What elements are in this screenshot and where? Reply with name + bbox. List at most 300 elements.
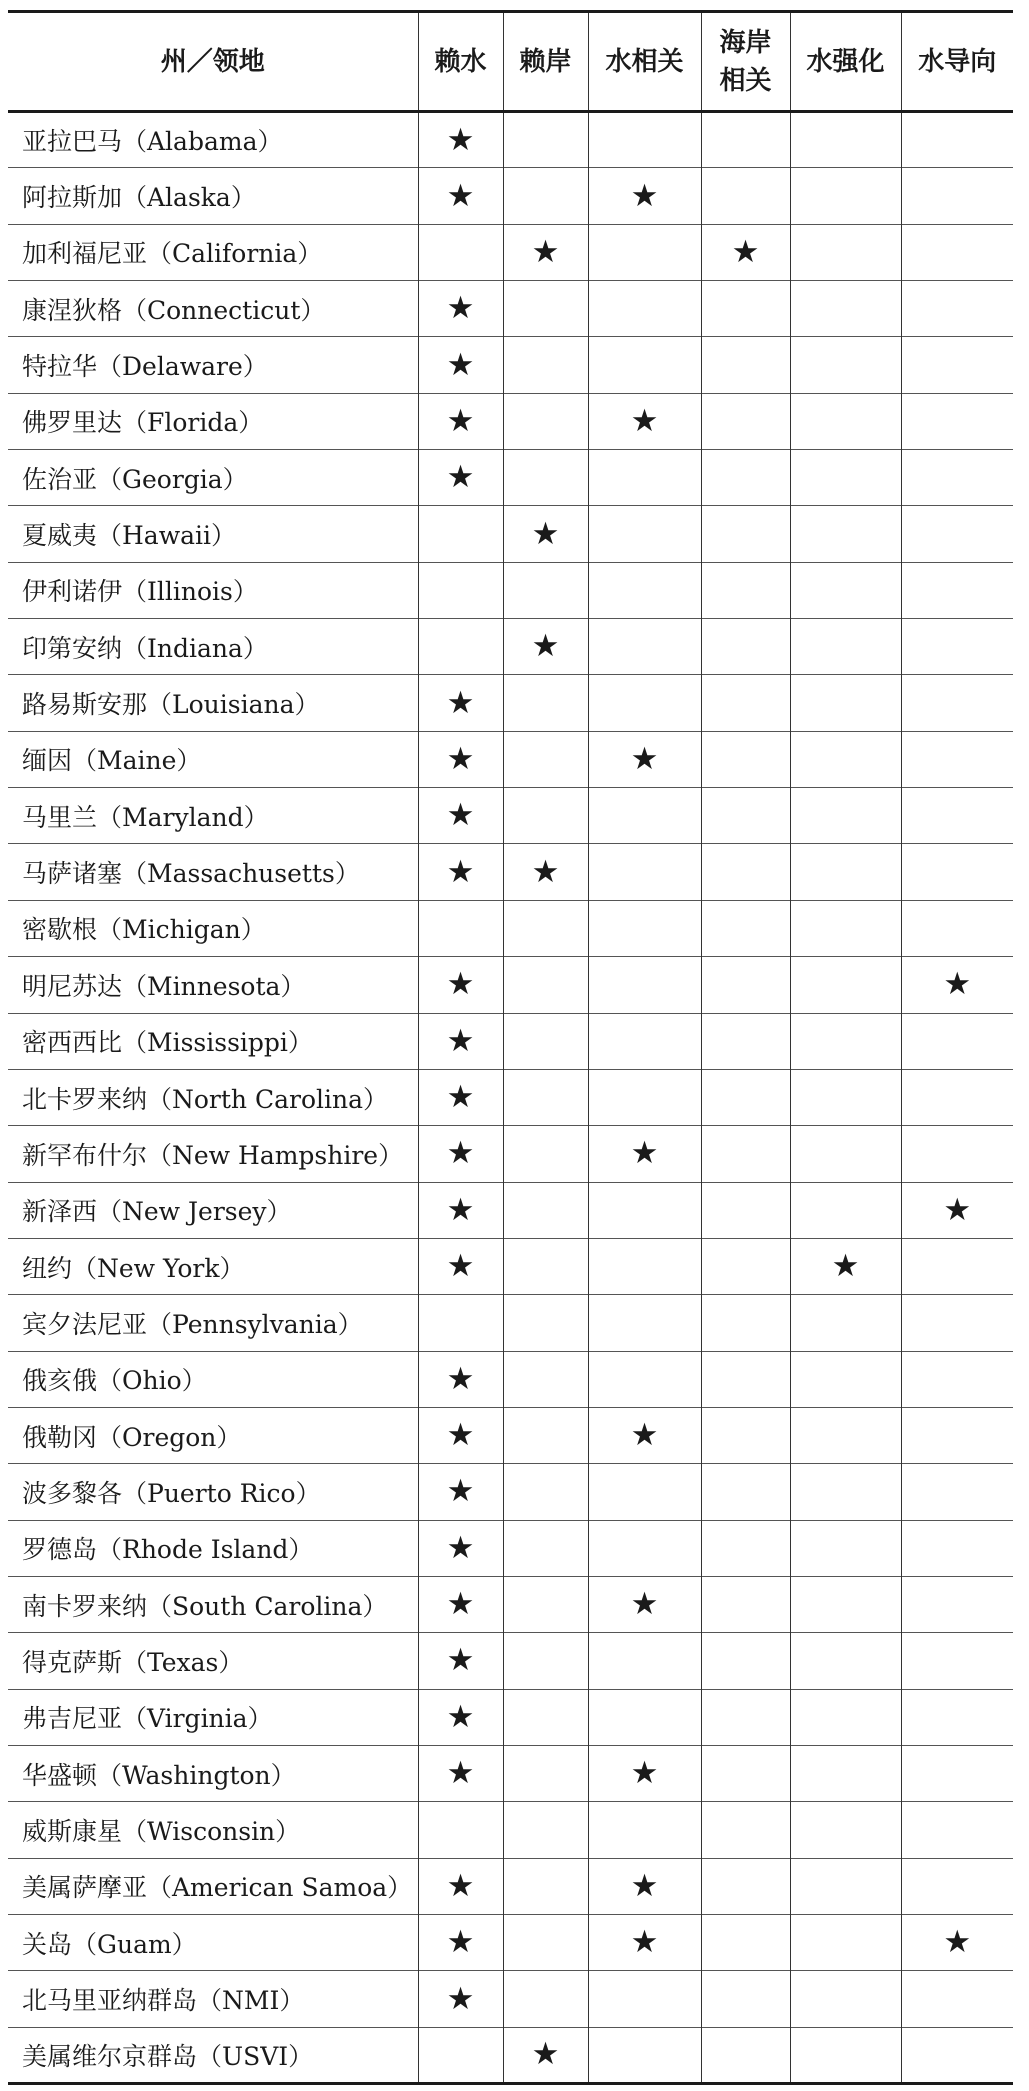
table-row <box>8 1971 1013 2027</box>
table-row <box>8 1238 1013 1294</box>
water-oriented-cell <box>901 337 1013 393</box>
water-related-cell <box>588 168 701 224</box>
state-name-cell: 波多黎各（Puerto Rico） <box>22 1478 321 1508</box>
water-oriented-cell <box>901 562 1013 618</box>
star-mark-icon: ★ <box>446 684 475 721</box>
water-related-cell <box>588 1407 701 1463</box>
star-mark-icon: ★ <box>446 1022 475 1059</box>
table-row <box>8 900 1013 956</box>
shore-dependent-cell <box>503 1464 588 1520</box>
state-name-cell: 佛罗里达（Florida） <box>22 408 264 438</box>
water-related-cell <box>588 224 701 280</box>
shore-dependent-cell <box>503 1407 588 1463</box>
water-oriented-cell <box>901 1633 1013 1689</box>
water-oriented-cell <box>901 1576 1013 1632</box>
water-dependent-cell <box>418 731 503 787</box>
coastal-related-cell <box>701 1689 790 1745</box>
state-name-cell: 弗吉尼亚（Virginia） <box>22 1704 273 1734</box>
water-enhanced-cell <box>790 337 901 393</box>
star-mark-icon: ★ <box>446 1867 475 1904</box>
state-name-cell: 华盛顿（Washington） <box>22 1760 296 1790</box>
star-mark-icon: ★ <box>446 1191 475 1228</box>
state-name-cell: 纽约（New York） <box>22 1253 245 1283</box>
shore-dependent-cell <box>503 224 588 280</box>
table-row <box>8 2027 1013 2083</box>
state-name-cell: 密歇根（Michigan） <box>22 915 266 945</box>
shore-dependent-cell <box>503 450 588 506</box>
shore-dependent-cell <box>503 112 588 168</box>
state-name-cell: 罗德岛（Rhode Island） <box>22 1535 314 1565</box>
star-mark-icon: ★ <box>446 121 475 158</box>
coastal-related-cell <box>701 393 790 449</box>
star-mark-icon: ★ <box>446 1135 475 1172</box>
table-row <box>8 1802 1013 1858</box>
star-mark-icon: ★ <box>531 2036 560 2073</box>
water-enhanced-cell <box>790 281 901 337</box>
water-enhanced-cell <box>790 1520 901 1576</box>
water-enhanced-cell <box>790 1633 901 1689</box>
water-enhanced-cell <box>790 1915 901 1971</box>
state-name-cell: 路易斯安那（Louisiana） <box>22 690 320 720</box>
star-mark-icon: ★ <box>446 1586 475 1623</box>
coastal-related-cell <box>701 1745 790 1801</box>
star-mark-icon: ★ <box>531 233 560 270</box>
water-related-cell <box>588 450 701 506</box>
water-enhanced-cell <box>790 224 901 280</box>
coastal-related-cell <box>701 957 790 1013</box>
coastal-related-cell <box>701 112 790 168</box>
water-oriented-cell <box>901 1971 1013 2027</box>
water-enhanced-cell <box>790 844 901 900</box>
water-enhanced-cell <box>790 168 901 224</box>
water-oriented-cell <box>901 506 1013 562</box>
state-name-cell: 关岛（Guam） <box>22 1929 197 1959</box>
star-mark-icon: ★ <box>446 346 475 383</box>
water-enhanced-cell <box>790 1238 901 1294</box>
water-oriented-cell <box>901 1802 1013 1858</box>
water-enhanced-cell <box>790 1295 901 1351</box>
water-enhanced-cell <box>790 675 901 731</box>
water-enhanced-cell <box>790 1069 901 1125</box>
water-related-cell <box>588 1802 701 1858</box>
water-enhanced-cell <box>790 957 901 1013</box>
star-mark-icon: ★ <box>630 1924 659 1961</box>
state-name-cell: 新泽西（New Jersey） <box>22 1197 292 1227</box>
coastal-related-cell <box>701 562 790 618</box>
water-related-cell <box>588 1013 701 1069</box>
water-oriented-cell <box>901 957 1013 1013</box>
table-row <box>8 337 1013 393</box>
state-name-cell: 威斯康星（Wisconsin） <box>22 1816 301 1846</box>
header-coastal-related-line1: 海岸 <box>719 27 772 58</box>
state-name-cell: 明尼苏达（Minnesota） <box>22 971 306 1001</box>
star-mark-icon: ★ <box>943 966 972 1003</box>
coastal-related-cell <box>701 1069 790 1125</box>
water-related-cell <box>588 1633 701 1689</box>
header-water-enhanced: 水强化 <box>790 12 901 112</box>
star-mark-icon: ★ <box>630 1135 659 1172</box>
water-enhanced-cell <box>790 1013 901 1069</box>
water-oriented-cell <box>901 1464 1013 1520</box>
water-oriented-cell <box>901 281 1013 337</box>
table-row <box>8 224 1013 280</box>
table-row <box>8 675 1013 731</box>
water-related-cell <box>588 1351 701 1407</box>
table-row <box>8 1858 1013 1914</box>
star-mark-icon: ★ <box>446 1642 475 1679</box>
coastal-related-cell <box>701 1915 790 1971</box>
water-related-cell <box>588 619 701 675</box>
water-dependent-cell <box>418 1069 503 1125</box>
water-dependent-cell <box>418 788 503 844</box>
table-row <box>8 619 1013 675</box>
star-mark-icon: ★ <box>446 966 475 1003</box>
water-dependent-cell <box>418 1802 503 1858</box>
coastal-related-cell <box>701 1633 790 1689</box>
shore-dependent-cell <box>503 731 588 787</box>
coastal-related-cell <box>701 731 790 787</box>
state-name-cell: 佐治亚（Georgia） <box>22 464 248 494</box>
water-related-cell <box>588 337 701 393</box>
star-mark-icon: ★ <box>446 1755 475 1792</box>
water-related-cell <box>588 393 701 449</box>
water-dependent-cell <box>418 1915 503 1971</box>
water-enhanced-cell <box>790 1464 901 1520</box>
shore-dependent-cell <box>503 844 588 900</box>
shore-dependent-cell <box>503 1351 588 1407</box>
shore-dependent-cell <box>503 1915 588 1971</box>
water-dependent-cell <box>418 1971 503 2027</box>
table-row <box>8 1576 1013 1632</box>
star-mark-icon: ★ <box>531 515 560 552</box>
star-mark-icon: ★ <box>630 177 659 214</box>
water-dependent-cell <box>418 1126 503 1182</box>
state-name-cell: 加利福尼亚（California） <box>22 239 323 269</box>
water-enhanced-cell <box>790 1858 901 1914</box>
state-name-cell: 美属萨摩亚（American Samoa） <box>22 1873 413 1903</box>
shore-dependent-cell <box>503 168 588 224</box>
water-related-cell <box>588 1745 701 1801</box>
state-name-cell: 俄勒冈（Oregon） <box>22 1422 242 1452</box>
coastal-related-cell <box>701 1464 790 1520</box>
coastal-related-cell <box>701 224 790 280</box>
water-dependent-cell <box>418 112 503 168</box>
shore-dependent-cell <box>503 1520 588 1576</box>
water-dependent-cell <box>418 337 503 393</box>
coastal-related-cell <box>701 1295 790 1351</box>
water-oriented-cell <box>901 1126 1013 1182</box>
state-name-cell: 新罕布什尔（New Hampshire） <box>22 1140 404 1170</box>
state-name-cell: 美属维尔京群岛（USVI） <box>22 2041 314 2071</box>
water-oriented-cell <box>901 1858 1013 1914</box>
star-mark-icon: ★ <box>630 1586 659 1623</box>
coastal-related-cell <box>701 1576 790 1632</box>
shore-dependent-cell <box>503 1745 588 1801</box>
star-mark-icon: ★ <box>446 1924 475 1961</box>
water-related-cell <box>588 731 701 787</box>
water-oriented-cell <box>901 731 1013 787</box>
table-row <box>8 1915 1013 1971</box>
star-mark-icon: ★ <box>446 853 475 890</box>
coastal-related-cell <box>701 168 790 224</box>
water-related-cell <box>588 1069 701 1125</box>
water-related-cell <box>588 1238 701 1294</box>
water-dependent-cell <box>418 224 503 280</box>
state-name-cell: 印第安纳（Indiana） <box>22 633 268 663</box>
star-mark-icon: ★ <box>630 1417 659 1454</box>
table-row <box>8 1745 1013 1801</box>
state-name-cell: 缅因（Maine） <box>22 746 202 776</box>
header-coastal-related <box>701 12 790 112</box>
water-dependent-cell <box>418 900 503 956</box>
water-enhanced-cell <box>790 1745 901 1801</box>
water-oriented-cell <box>901 844 1013 900</box>
star-mark-icon: ★ <box>446 177 475 214</box>
table-row <box>8 1013 1013 1069</box>
table-row <box>8 506 1013 562</box>
coastal-related-cell <box>701 675 790 731</box>
star-mark-icon: ★ <box>446 1079 475 1116</box>
water-dependent-cell <box>418 1745 503 1801</box>
table-row <box>8 1126 1013 1182</box>
water-related-cell <box>588 1126 701 1182</box>
water-enhanced-cell <box>790 2027 901 2083</box>
water-enhanced-cell <box>790 1351 901 1407</box>
star-mark-icon: ★ <box>446 740 475 777</box>
water-oriented-cell <box>901 1069 1013 1125</box>
table-row <box>8 1689 1013 1745</box>
water-enhanced-cell <box>790 1407 901 1463</box>
star-mark-icon: ★ <box>943 1191 972 1228</box>
shore-dependent-cell <box>503 393 588 449</box>
water-oriented-cell <box>901 1238 1013 1294</box>
water-related-cell <box>588 1182 701 1238</box>
water-dependent-cell <box>418 1464 503 1520</box>
shore-dependent-cell <box>503 1802 588 1858</box>
water-enhanced-cell <box>790 112 901 168</box>
water-oriented-cell <box>901 1915 1013 1971</box>
water-dependent-cell <box>418 168 503 224</box>
shore-dependent-cell <box>503 1576 588 1632</box>
header-row <box>8 12 1013 112</box>
water-enhanced-cell <box>790 1576 901 1632</box>
shore-dependent-cell <box>503 2027 588 2083</box>
state-name-cell: 北卡罗来纳（North Carolina） <box>22 1084 389 1114</box>
shore-dependent-cell <box>503 1858 588 1914</box>
star-mark-icon: ★ <box>446 1248 475 1285</box>
table-row <box>8 788 1013 844</box>
shore-dependent-cell <box>503 1013 588 1069</box>
star-mark-icon: ★ <box>630 740 659 777</box>
star-mark-icon: ★ <box>630 1755 659 1792</box>
state-name-cell: 宾夕法尼亚（Pennsylvania） <box>22 1309 363 1339</box>
water-related-cell <box>588 281 701 337</box>
water-related-cell <box>588 900 701 956</box>
water-oriented-cell <box>901 1689 1013 1745</box>
table-row <box>8 562 1013 618</box>
star-mark-icon: ★ <box>630 1867 659 1904</box>
shore-dependent-cell <box>503 900 588 956</box>
water-oriented-cell <box>901 2027 1013 2083</box>
water-oriented-cell <box>901 1182 1013 1238</box>
water-dependent-cell <box>418 1407 503 1463</box>
water-oriented-cell <box>901 168 1013 224</box>
coastal-related-cell <box>701 506 790 562</box>
water-oriented-cell <box>901 1351 1013 1407</box>
star-mark-icon: ★ <box>731 233 760 270</box>
water-dependent-cell <box>418 1182 503 1238</box>
star-mark-icon: ★ <box>446 1980 475 2017</box>
water-dependent-cell <box>418 675 503 731</box>
water-dependent-cell <box>418 844 503 900</box>
header-state-territory: 州／领地 <box>8 12 418 112</box>
shore-dependent-cell <box>503 619 588 675</box>
table-row <box>8 1069 1013 1125</box>
water-dependent-cell <box>418 619 503 675</box>
water-related-cell <box>588 112 701 168</box>
state-name-cell: 北马里亚纳群岛（NMI） <box>22 1986 305 2016</box>
table-body <box>8 112 1013 2084</box>
water-oriented-cell <box>901 788 1013 844</box>
state-name-cell: 马萨诸塞（Massachusetts） <box>22 859 360 889</box>
star-mark-icon: ★ <box>446 797 475 834</box>
water-related-cell <box>588 1464 701 1520</box>
star-mark-icon: ★ <box>446 459 475 496</box>
water-dependent-cell <box>418 957 503 1013</box>
star-mark-icon: ★ <box>446 1473 475 1510</box>
water-dependent-cell <box>418 1858 503 1914</box>
coastal-related-cell <box>701 1802 790 1858</box>
shore-dependent-cell <box>503 1069 588 1125</box>
shore-dependent-cell <box>503 562 588 618</box>
state-name-cell: 密西西比（Mississippi） <box>22 1028 313 1058</box>
state-policy-table <box>8 10 1013 2085</box>
shore-dependent-cell <box>503 957 588 1013</box>
shore-dependent-cell <box>503 337 588 393</box>
coastal-related-cell <box>701 1013 790 1069</box>
state-name-cell: 马里兰（Maryland） <box>22 802 269 832</box>
water-enhanced-cell <box>790 788 901 844</box>
water-related-cell <box>588 1520 701 1576</box>
water-related-cell <box>588 1858 701 1914</box>
table-row <box>8 281 1013 337</box>
coastal-related-cell <box>701 619 790 675</box>
shore-dependent-cell <box>503 675 588 731</box>
coastal-related-cell <box>701 337 790 393</box>
table-row <box>8 1295 1013 1351</box>
water-oriented-cell <box>901 224 1013 280</box>
water-related-cell <box>588 562 701 618</box>
water-enhanced-cell <box>790 731 901 787</box>
water-oriented-cell <box>901 450 1013 506</box>
water-enhanced-cell <box>790 1802 901 1858</box>
water-dependent-cell <box>418 506 503 562</box>
coastal-related-cell <box>701 1126 790 1182</box>
state-name-cell: 特拉华（Delaware） <box>22 352 268 382</box>
water-oriented-cell <box>901 1745 1013 1801</box>
shore-dependent-cell <box>503 1971 588 2027</box>
star-mark-icon: ★ <box>446 290 475 327</box>
water-enhanced-cell <box>790 450 901 506</box>
state-name-cell: 得克萨斯（Texas） <box>22 1647 244 1677</box>
water-oriented-cell <box>901 1520 1013 1576</box>
shore-dependent-cell <box>503 1689 588 1745</box>
table-header <box>8 12 1013 112</box>
table-row <box>8 1633 1013 1689</box>
star-mark-icon: ★ <box>831 1248 860 1285</box>
water-oriented-cell <box>901 675 1013 731</box>
header-water-oriented: 水导向 <box>901 12 1013 112</box>
water-dependent-cell <box>418 1576 503 1632</box>
water-oriented-cell <box>901 1013 1013 1069</box>
water-dependent-cell <box>418 281 503 337</box>
water-dependent-cell <box>418 393 503 449</box>
water-enhanced-cell <box>790 1971 901 2027</box>
water-dependent-cell <box>418 1238 503 1294</box>
table-row <box>8 168 1013 224</box>
water-related-cell <box>588 788 701 844</box>
shore-dependent-cell <box>503 506 588 562</box>
star-mark-icon: ★ <box>531 628 560 665</box>
coastal-related-cell <box>701 1238 790 1294</box>
water-related-cell <box>588 506 701 562</box>
table-row <box>8 112 1013 168</box>
state-name-cell: 亚拉巴马（Alabama） <box>22 127 283 157</box>
coastal-related-cell <box>701 788 790 844</box>
star-mark-icon: ★ <box>446 1529 475 1566</box>
coastal-related-cell <box>701 281 790 337</box>
shore-dependent-cell <box>503 281 588 337</box>
water-related-cell <box>588 1915 701 1971</box>
table-row <box>8 1520 1013 1576</box>
table-row <box>8 1464 1013 1520</box>
coastal-related-cell <box>701 844 790 900</box>
water-oriented-cell <box>901 900 1013 956</box>
star-mark-icon: ★ <box>446 1698 475 1735</box>
shore-dependent-cell <box>503 788 588 844</box>
star-mark-icon: ★ <box>630 402 659 439</box>
table-row <box>8 393 1013 449</box>
header-water-dependent: 赖水 <box>418 12 503 112</box>
water-enhanced-cell <box>790 1689 901 1745</box>
coastal-related-cell <box>701 1520 790 1576</box>
coastal-related-cell <box>701 1858 790 1914</box>
star-mark-icon: ★ <box>446 1417 475 1454</box>
coastal-related-cell <box>701 900 790 956</box>
water-related-cell <box>588 2027 701 2083</box>
water-dependent-cell <box>418 1013 503 1069</box>
shore-dependent-cell <box>503 1182 588 1238</box>
water-oriented-cell <box>901 619 1013 675</box>
table-row <box>8 844 1013 900</box>
water-dependent-cell <box>418 1633 503 1689</box>
table-row <box>8 1407 1013 1463</box>
water-dependent-cell <box>418 2027 503 2083</box>
coastal-related-cell <box>701 1407 790 1463</box>
table-row <box>8 957 1013 1013</box>
coastal-related-cell <box>701 1182 790 1238</box>
water-oriented-cell <box>901 1295 1013 1351</box>
water-oriented-cell <box>901 393 1013 449</box>
water-enhanced-cell <box>790 619 901 675</box>
water-enhanced-cell <box>790 1182 901 1238</box>
water-enhanced-cell <box>790 562 901 618</box>
coastal-related-cell <box>701 1971 790 2027</box>
water-dependent-cell <box>418 562 503 618</box>
state-name-cell: 南卡罗来纳（South Carolina） <box>22 1591 388 1621</box>
water-related-cell <box>588 675 701 731</box>
header-shore-dependent: 赖岸 <box>503 12 588 112</box>
